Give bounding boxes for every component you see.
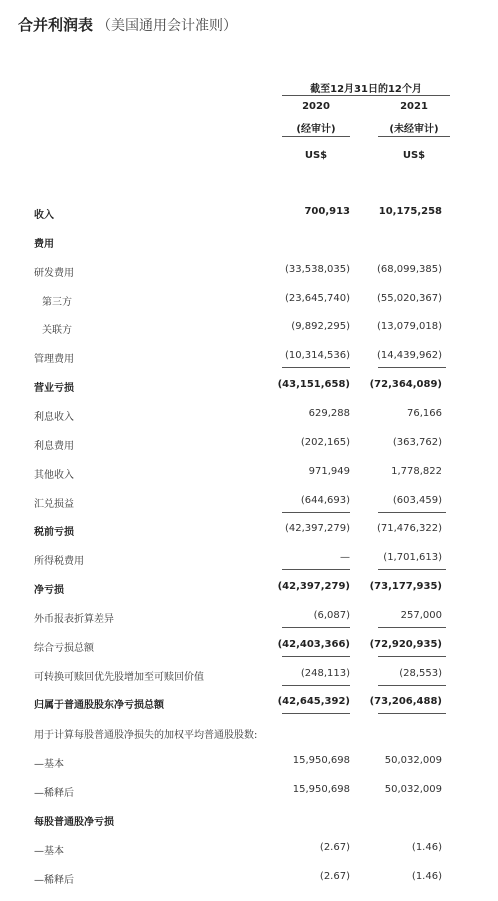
table-row xyxy=(0,376,498,396)
row-label: 净亏损 xyxy=(34,585,64,596)
value-2020: (42,645,392) xyxy=(277,696,350,707)
row-label: 税前亏损 xyxy=(34,527,74,538)
table-row xyxy=(0,549,498,569)
value-2020: (248,113) xyxy=(300,668,350,679)
value-2020: 700,913 xyxy=(304,206,350,217)
value-2021: 10,175,258 xyxy=(378,206,442,217)
table-row xyxy=(0,607,498,627)
value-2021: (71,476,322) xyxy=(376,523,442,534)
value-2021: (72,920,935) xyxy=(369,639,442,650)
value-2021: (28,553) xyxy=(399,668,442,679)
value-2020: (33,538,035) xyxy=(284,264,350,275)
table-row xyxy=(0,434,498,454)
value-2020: (2.67) xyxy=(319,842,350,853)
total-rule xyxy=(282,713,350,714)
value-2020: (42,397,279) xyxy=(277,581,350,592)
value-2021: (73,177,935) xyxy=(369,581,442,592)
value-2021: 257,000 xyxy=(400,610,442,621)
value-2020: (9,892,295) xyxy=(291,321,350,332)
table-row xyxy=(0,290,498,310)
table-row xyxy=(0,723,498,743)
table-row xyxy=(0,752,498,772)
row-label: —稀释后 xyxy=(34,875,74,886)
col2-header-rule xyxy=(378,136,450,137)
table-row xyxy=(0,781,498,801)
value-2021: (68,099,385) xyxy=(376,264,442,275)
table-row xyxy=(0,203,498,223)
subtotal-rule xyxy=(378,627,446,628)
value-2020: (42,397,279) xyxy=(284,523,350,534)
row-label: 可转换可赎回优先股增加至可赎回价值 xyxy=(34,672,204,683)
total-rule xyxy=(378,713,446,714)
title-subtitle: （美国通用会计准则） xyxy=(97,18,238,34)
row-label: 关联方 xyxy=(42,325,72,336)
col2-currency: US$ xyxy=(402,150,426,161)
table-row xyxy=(0,492,498,512)
value-2021: (1.46) xyxy=(411,871,442,882)
value-2020: (6,087) xyxy=(313,610,350,621)
table-row xyxy=(0,665,498,685)
row-label: 外币报表折算差异 xyxy=(34,614,114,625)
value-2020: — xyxy=(340,552,350,563)
value-2020: 15,950,698 xyxy=(292,755,350,766)
row-label: 营业亏损 xyxy=(34,383,74,394)
value-2020: 971,949 xyxy=(308,466,350,477)
subtotal-rule xyxy=(378,569,446,570)
value-2020: (202,165) xyxy=(300,437,350,448)
value-2020: (23,645,740) xyxy=(284,293,350,304)
total-rule xyxy=(282,656,350,657)
row-label: 管理费用 xyxy=(34,354,74,365)
page-title xyxy=(18,14,237,35)
row-label: 每股普通股净亏损 xyxy=(34,817,114,828)
col1-currency: US$ xyxy=(304,150,328,161)
table-row xyxy=(0,636,498,656)
table-row xyxy=(0,463,498,483)
col1-year: 2020 xyxy=(302,101,330,112)
value-2020: (42,403,366) xyxy=(277,639,350,650)
row-label: 研发费用 xyxy=(34,268,74,279)
table-row xyxy=(0,261,498,281)
row-label: —基本 xyxy=(34,846,64,857)
table-row xyxy=(0,693,498,713)
row-label: 利息收入 xyxy=(34,412,74,423)
table-row xyxy=(0,318,498,338)
value-2021: (72,364,089) xyxy=(369,379,442,390)
col1-audit-note: (经审计) xyxy=(296,124,336,135)
value-2021: (1.46) xyxy=(411,842,442,853)
period-header: 截至12月31日的12个月 xyxy=(310,84,422,95)
value-2021: (603,459) xyxy=(392,495,442,506)
value-2021: (363,762) xyxy=(392,437,442,448)
value-2020: (644,693) xyxy=(300,495,350,506)
table-row xyxy=(0,868,498,888)
row-label: —基本 xyxy=(34,759,64,770)
subtotal-rule xyxy=(282,367,350,368)
value-2021: (14,439,962) xyxy=(376,350,442,361)
value-2020: 629,288 xyxy=(308,408,350,419)
subtotal-rule xyxy=(378,512,446,513)
value-2021: 1,778,822 xyxy=(391,466,442,477)
title-main: 合并利润表 xyxy=(18,16,94,34)
value-2020: (10,314,536) xyxy=(284,350,350,361)
row-label: 综合亏损总额 xyxy=(34,643,94,654)
value-2021: (73,206,488) xyxy=(369,696,442,707)
value-2021: (1,701,613) xyxy=(383,552,442,563)
value-2021: 50,032,009 xyxy=(384,784,442,795)
row-label: 所得税费用 xyxy=(34,556,84,567)
row-label: 归属于普通股股东净亏损总额 xyxy=(34,700,164,711)
table-row xyxy=(0,347,498,367)
table-row xyxy=(0,405,498,425)
row-label: 第三方 xyxy=(42,297,72,308)
col1-header-rule xyxy=(282,136,350,137)
value-2020: (2.67) xyxy=(319,871,350,882)
subtotal-rule xyxy=(282,627,350,628)
value-2021: 50,032,009 xyxy=(384,755,442,766)
row-label: 收入 xyxy=(34,210,54,221)
value-2021: (55,020,367) xyxy=(376,293,442,304)
subtotal-rule xyxy=(282,685,350,686)
row-label: 其他收入 xyxy=(34,470,74,481)
table-row xyxy=(0,810,498,830)
row-label: 利息费用 xyxy=(34,441,74,452)
subtotal-rule xyxy=(378,367,446,368)
table-row xyxy=(0,578,498,598)
row-label: 费用 xyxy=(34,239,54,250)
col2-year: 2021 xyxy=(400,101,428,112)
value-2021: (13,079,018) xyxy=(376,321,442,332)
table-row xyxy=(0,520,498,540)
table-row xyxy=(0,232,498,252)
col2-audit-note: (未经审计) xyxy=(389,124,439,135)
row-label: —稀释后 xyxy=(34,788,74,799)
row-label: 用于计算每股普通股净损失的加权平均普通股股数: xyxy=(34,730,258,741)
period-rule xyxy=(282,95,450,96)
total-rule xyxy=(378,656,446,657)
value-2020: (43,151,658) xyxy=(277,379,350,390)
row-label: 汇兑损益 xyxy=(34,499,74,510)
subtotal-rule xyxy=(378,685,446,686)
subtotal-rule xyxy=(282,512,350,513)
table-row xyxy=(0,839,498,859)
value-2020: 15,950,698 xyxy=(292,784,350,795)
subtotal-rule xyxy=(282,569,350,570)
value-2021: 76,166 xyxy=(407,408,442,419)
